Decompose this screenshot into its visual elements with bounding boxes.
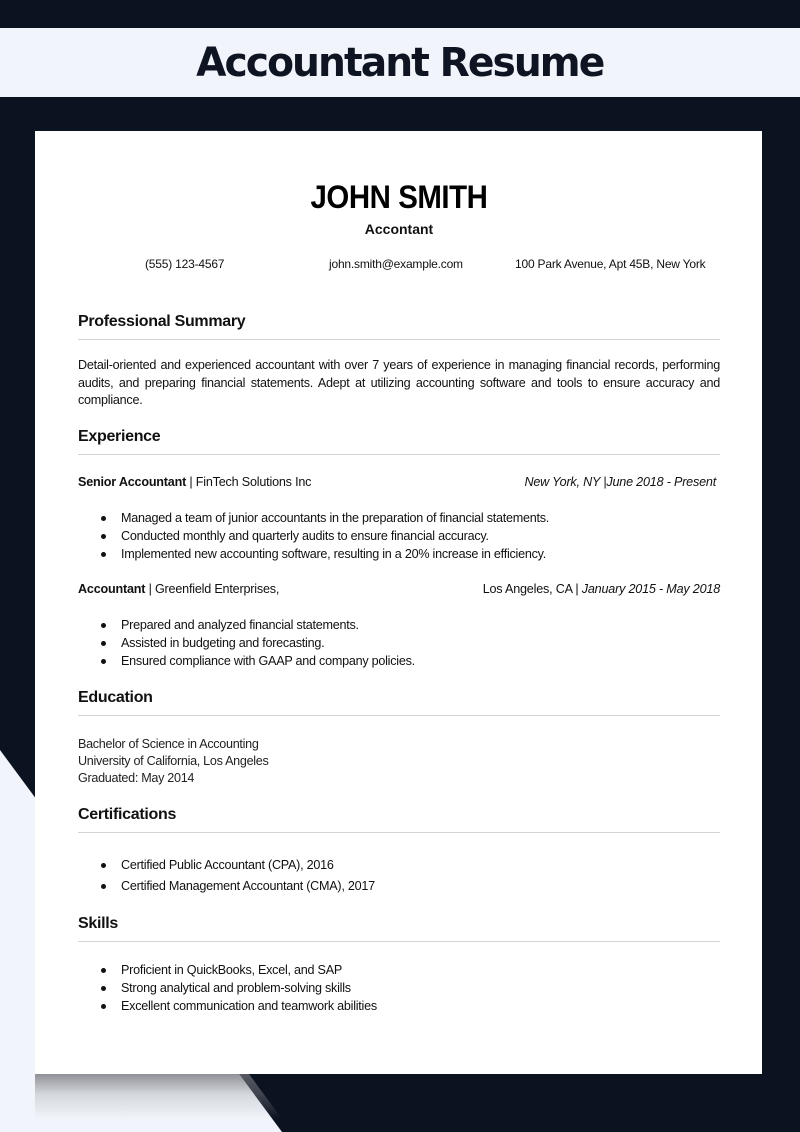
list-item [78,509,720,527]
education-school: University of California, Los Angeles [78,754,269,768]
resume-page [35,131,762,1074]
contact-email: john.smith@example.com [329,257,463,271]
candidate-role: Accontant [364,221,434,237]
job-title-company [78,475,311,489]
bullet-icon [101,641,106,646]
bullet-text: Strong analytical and problem-solving skills [121,981,351,995]
bullet-icon [101,884,106,889]
job-separator: | [186,475,196,489]
certification-list [78,855,720,897]
contact-address: 100 Park Avenue, Apt 45B, New York [515,257,706,271]
job-dates: January 2015 - May 2018 [581,582,720,596]
education-degree: Bachelor of Science in Accounting [78,737,259,751]
job-header [78,582,720,596]
bullet-icon [101,863,106,868]
job-separator: | [145,582,155,596]
job-bullets [78,509,720,563]
bullet-text: Proficient in QuickBooks, Excel, and SAP [121,963,342,977]
job-location: Los Angeles, CA | [482,582,582,596]
job-bullets [78,616,720,670]
job-dates: June 2018 - Present [606,475,716,489]
job-company: FinTech Solutions Inc [195,475,312,489]
bullet-icon [101,968,106,973]
list-item [78,545,720,563]
bullet-icon [101,623,106,628]
list-item [78,527,720,545]
section-heading-experience: Experience [78,428,720,455]
bullet-icon [101,986,106,991]
list-item [78,979,720,997]
section-heading-summary: Professional Summary [78,313,720,340]
list-item [78,961,720,979]
bullet-text: Assisted in budgeting and forecasting. [121,636,325,650]
bullet-text: Conducted monthly and quarterly audits to ensure financial accuracy. [121,529,489,543]
contact-phone: (555) 123-4567 [145,257,225,271]
bullet-icon [101,552,106,557]
bullet-text: Certified Public Accountant (CPA), 2016 [121,858,334,872]
job-header [78,475,720,489]
job-title: Senior Accountant [78,475,187,489]
bullet-text: Ensured compliance with GAAP and company policies. [121,654,415,668]
section-heading-skills: Skills [78,915,720,942]
bullet-text: Implemented new accounting software, resulting in a 20% increase in efficiency. [121,547,547,561]
job-title-company [78,582,279,596]
bullet-text: Excellent communication and teamwork abilities [121,999,377,1013]
job-location: New York, NY | [524,475,607,489]
list-item [78,616,720,634]
list-item [78,855,720,876]
job-title: Accountant [78,582,146,596]
section-heading-education: Education [78,689,720,716]
job-location-dates [524,475,720,489]
skills-list [78,961,720,1015]
page-shadow [35,1074,762,1119]
job-company: Greenfield Enterprises, [154,582,280,596]
bullet-text: Managed a team of junior accountants in the preparation of financial statements. [121,511,550,525]
bullet-text: Certified Management Accountant (CMA), 2017 [121,879,375,893]
banner-title: Accountant Resume [196,39,604,86]
education-block [78,736,269,787]
bullet-icon [101,659,106,664]
list-item [78,997,720,1015]
candidate-name: JOHN SMITH [310,179,488,215]
bullet-text: Prepared and analyzed financial statements. [121,618,359,632]
list-item [78,634,720,652]
bullet-icon [101,1004,106,1009]
title-banner [0,28,800,97]
education-graduated: Graduated: May 2014 [78,771,195,785]
job-location-dates [483,582,720,596]
section-heading-certifications: Certifications [78,806,720,833]
bullet-icon [101,534,106,539]
summary-text: Detail-oriented and experienced accountant with over 7 years of experience in managing financial records, performing audits, and preparing financial statements. Adept at utilizing accounting software and tools to ensure accuracy and compliance. [78,358,720,407]
bullet-icon [101,516,106,521]
list-item [78,652,720,670]
list-item [78,876,720,897]
